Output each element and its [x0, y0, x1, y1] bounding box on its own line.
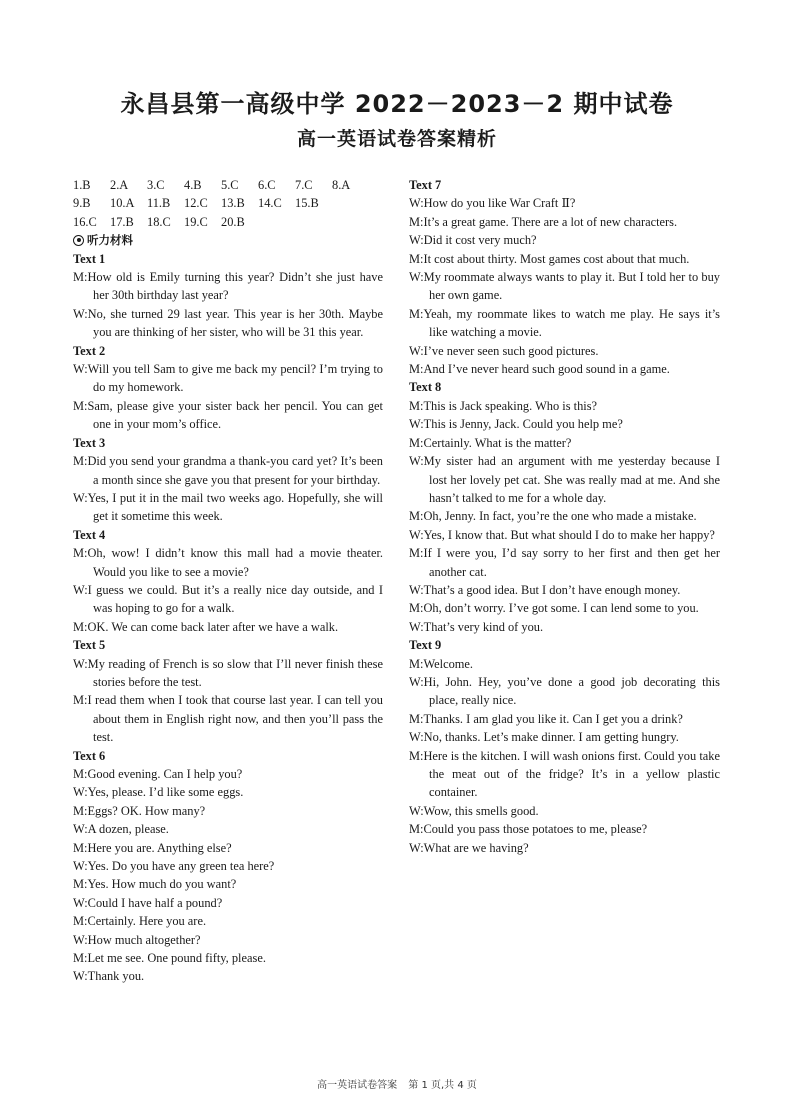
dialogue-line: W:I guess we could. But it’s a really nice day outside, and I was hoping to go for a walk.	[73, 582, 383, 616]
dialogue-line: W:What are we having?	[409, 840, 529, 855]
answer-item: 15.B	[295, 196, 319, 211]
dialogue-line: M:Here you are. Anything else?	[73, 840, 232, 855]
answer-key	[73, 176, 383, 231]
dialogue-line: W:I’ve never seen such good pictures.	[409, 343, 599, 358]
text-heading: Text 8	[409, 380, 442, 395]
dialogue-line: W:Yes. Do you have any green tea here?	[73, 859, 275, 874]
dialogue-line: M:It’s a great game. There are a lot of new characters.	[409, 214, 678, 229]
dialogue-line: W:A dozen, please.	[73, 822, 169, 837]
answer-item: 14.C	[258, 196, 282, 211]
dialogue-line: W:My sister had an argument with me yesterday because I lost her lovely pet cat. She was really mad at me. And she hasn’t talked to me for a whole day.	[409, 454, 720, 505]
dialogue-line: M:Oh, don’t worry. I’ve got some. I can lend some to you.	[409, 601, 699, 616]
dialogue-line: W:Wow, this smells good.	[409, 803, 539, 818]
dialogue-line: M:I read them when I took that course last year. I can tell you about them in English right now, and then you’ll pass the test.	[73, 693, 383, 745]
dialogue-line: M:If I were you, I’d say sorry to her first and then get her another cat.	[409, 546, 720, 579]
text-heading: Text 6	[73, 748, 106, 763]
dialogue-line: W:My reading of French is so slow that I’ll never finish these stories before the test.	[73, 656, 383, 689]
page-title: 永昌县第一高级中学 2022－2023－2 期中试卷	[120, 90, 674, 118]
answer-item: 20.B	[221, 214, 245, 229]
dialogue-line: W:Yes, I know that. But what should I do to make her happy?	[409, 527, 715, 542]
answer-row	[73, 194, 383, 212]
dialogue-line: M:Thanks. I am glad you like it. Can I get you a drink?	[409, 711, 683, 726]
answer-item: 18.C	[147, 214, 171, 229]
text-heading: Text 3	[73, 435, 106, 450]
answer-row	[73, 176, 383, 194]
dialogue-line: W:No, thanks. Let’s make dinner. I am getting hungry.	[409, 730, 679, 745]
right-transcript	[409, 176, 720, 857]
dialogue-line: M:How old is Emily turning this year? Didn’t she just have her 30th birthday last year?	[73, 270, 383, 303]
text-heading: Text 4	[73, 527, 106, 542]
answer-item: 10.A	[110, 196, 135, 211]
answer-item: 16.C	[73, 214, 97, 229]
dialogue-line: W:That’s very kind of you.	[409, 619, 544, 634]
answer-item: 6.C	[258, 178, 276, 192]
dialogue-line: W:Yes, please. I’d like some eggs.	[73, 785, 244, 800]
text-heading: Text 5	[73, 638, 106, 653]
text-heading: Text 7	[409, 178, 442, 192]
dialogue-line: M:Certainly. What is the matter?	[409, 435, 572, 450]
text-heading: Text 9	[409, 638, 442, 653]
section-label: 听力材料	[87, 233, 133, 248]
dialogue-line: M:Let me see. One pound fifty, please.	[73, 951, 266, 966]
dialogue-line: M:Eggs? OK. How many?	[73, 803, 206, 818]
dialogue-line: W:Could I have half a pound?	[73, 895, 223, 910]
dialogue-line: W:Thank you.	[73, 969, 145, 984]
dialogue-line: M:Certainly. Here you are.	[73, 914, 207, 929]
dialogue-line: M:Good evening. Can I help you?	[73, 767, 243, 781]
answer-item: 7.C	[295, 178, 313, 192]
dialogue-line: W:My roommate always wants to play it. But I told her to buy her own game.	[409, 270, 720, 303]
dialogue-line: W:That’s a good idea. But I don’t have enough money.	[409, 582, 681, 597]
dialogue-line: M:Did you send your grandma a thank-you card yet? It’s been a month since she gave you that present for your birthday.	[73, 454, 383, 487]
dialogue-line: M:Sam, please give your sister back her pencil. You can get one in your mom’s office.	[73, 398, 383, 432]
dialogue-line: W:Did it cost very much?	[409, 233, 537, 248]
dialogue-line: M:Oh, wow! I didn’t know this mall had a movie theater. Would you like to see a movie?	[73, 546, 383, 579]
dialogue-line: M:This is Jack speaking. Who is this?	[409, 398, 598, 413]
page-footer	[0, 1076, 794, 1091]
answer-item: 12.C	[184, 196, 208, 211]
dialogue-line: M:OK. We can come back later after we have a walk.	[73, 619, 339, 634]
dialogue-line: W:How do you like War Craft Ⅱ?	[409, 196, 576, 211]
text-heading: Text 1	[73, 251, 106, 266]
dialogue-line: M:Could you pass those potatoes to me, please?	[409, 822, 648, 837]
dialogue-line: W:Yes, I put it in the mail two weeks ago. Hopefully, she will get it sometime this week.	[73, 490, 383, 524]
answer-item: 2.A	[110, 178, 129, 192]
left-column	[73, 176, 383, 986]
dialogue-line: M:Here is the kitchen. I will wash onions first. Could you take the meat out of the fridge? It’s in a yellow plastic container.	[409, 748, 720, 800]
listening-section-heading	[73, 231, 383, 249]
dialogue-line: M:Oh, Jenny. In fact, you’re the one who made a mistake.	[409, 509, 697, 524]
footer-page-number: 第 1 页,共 4 页	[408, 1080, 477, 1091]
answer-item: 9.B	[73, 196, 91, 211]
dialogue-line: M:And I’ve never heard such good sound in a game.	[409, 362, 670, 377]
right-column	[409, 176, 720, 857]
answer-item: 8.A	[332, 178, 351, 192]
dialogue-line: M:It cost about thirty. Most games cost about that much.	[409, 251, 690, 266]
answer-item: 11.B	[147, 196, 171, 211]
page-subtitle: 高一英语试卷答案精析	[296, 128, 497, 150]
dialogue-line: M:Yes. How much do you want?	[73, 877, 237, 892]
dialogue-line: W:Will you tell Sam to give me back my pencil? I’m trying to do my homework.	[73, 362, 383, 395]
answer-item: 3.C	[147, 178, 165, 192]
dialogue-line: W:How much altogether?	[73, 932, 201, 947]
footer-subject: 高一英语试卷答案	[317, 1080, 398, 1091]
dialogue-line: W:No, she turned 29 last year. This year is her 30th. Maybe you are thinking of her sister, who will be 31 this year.	[73, 306, 383, 340]
left-transcript	[73, 250, 383, 986]
dialogue-line: W:Hi, John. Hey, you’ve done a good job decorating this place, really nice.	[409, 674, 720, 708]
text-heading: Text 2	[73, 343, 106, 358]
dialogue-line: W:This is Jenny, Jack. Could you help me?	[409, 417, 623, 432]
dialogue-line: M:Welcome.	[409, 656, 474, 671]
answer-row	[73, 213, 383, 231]
answer-item: 13.B	[221, 196, 245, 211]
answer-item: 1.B	[73, 178, 91, 192]
target-bullet-icon	[73, 235, 84, 246]
answer-item: 19.C	[184, 214, 208, 229]
answer-item: 4.B	[184, 178, 202, 192]
answer-item: 5.C	[221, 178, 239, 192]
dialogue-line: M:Yeah, my roommate likes to watch me play. He says it’s like watching a movie.	[409, 306, 720, 340]
answer-item: 17.B	[110, 214, 134, 229]
